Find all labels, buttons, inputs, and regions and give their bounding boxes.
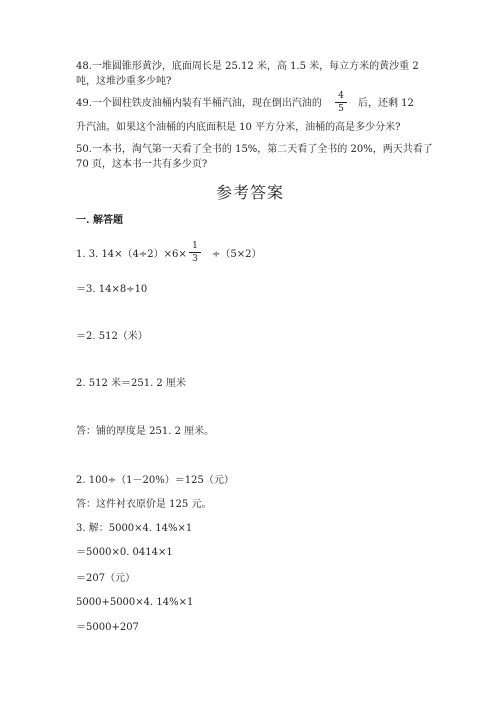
answer-2-line-1: 2. 100÷（1－20%）＝125（元） bbox=[76, 475, 234, 486]
fraction-numerator: 4 bbox=[338, 91, 344, 101]
answer-1-line-4: 2. 512 米＝251. 2 厘米 bbox=[76, 378, 186, 389]
fraction-denominator: 5 bbox=[338, 104, 344, 114]
fraction-bar bbox=[189, 252, 201, 253]
answer-1-line-3: ＝2. 512（米） bbox=[76, 331, 148, 342]
answer-1-line-1-b: ÷（5×2） bbox=[212, 249, 262, 260]
question-49-line-1-a: 49.一个圆柱铁皮油桶内装有半桶汽油，现在倒出汽油的 bbox=[76, 98, 322, 109]
answer-1-fraction bbox=[188, 241, 202, 264]
answer-key-title: 参考答案 bbox=[215, 183, 284, 202]
fraction-numerator: 1 bbox=[192, 241, 198, 251]
answer-3-line-3: ＝207（元） bbox=[76, 573, 136, 584]
answer-3-line-2: ＝5000×0. 0414×1 bbox=[76, 547, 173, 558]
question-49-line-2: 升汽油。如果这个油桶的内底面积是 10 平方分米，油桶的高是多少分米? bbox=[76, 122, 401, 133]
answer-1-line-2: ＝3. 14×8÷10 bbox=[76, 284, 148, 295]
fraction-denominator: 3 bbox=[192, 254, 198, 264]
section-heading: 一. 解答题 bbox=[76, 215, 123, 226]
question-49-fraction bbox=[334, 91, 348, 114]
answer-3-line-5: ＝5000+207 bbox=[76, 622, 139, 633]
question-48-line-2: 吨，这堆沙重多少吨? bbox=[76, 76, 172, 87]
answer-1-line-5: 答：铺的厚度是 251. 2 厘米。 bbox=[76, 426, 215, 437]
answer-3-line-1: 3. 解：5000×4. 14%×1 bbox=[76, 523, 193, 534]
question-50-line-1: 50.一本书，淘气第一天看了全书的 15%，第二天看了全书的 20%，两天共看了 bbox=[76, 144, 433, 155]
fraction-bar bbox=[335, 102, 347, 103]
question-49-line-1-b: 后，还剩 12 bbox=[358, 98, 414, 109]
answer-2-line-2: 答：这件衬衣原价是 125 元。 bbox=[76, 499, 212, 510]
question-50-line-2: 70 页，这本书一共有多少页? bbox=[76, 159, 208, 170]
answer-1-line-1-a: 1. 3. 14×（4÷2）×6× bbox=[76, 249, 187, 260]
question-48-line-1: 48.一堆圆锥形黄沙，底面周长是 25.12 米，高 1.5 米，每立方米的黄沙重 2 bbox=[76, 61, 419, 72]
answer-3-line-4: 5000+5000×4. 14%×1 bbox=[76, 597, 194, 608]
